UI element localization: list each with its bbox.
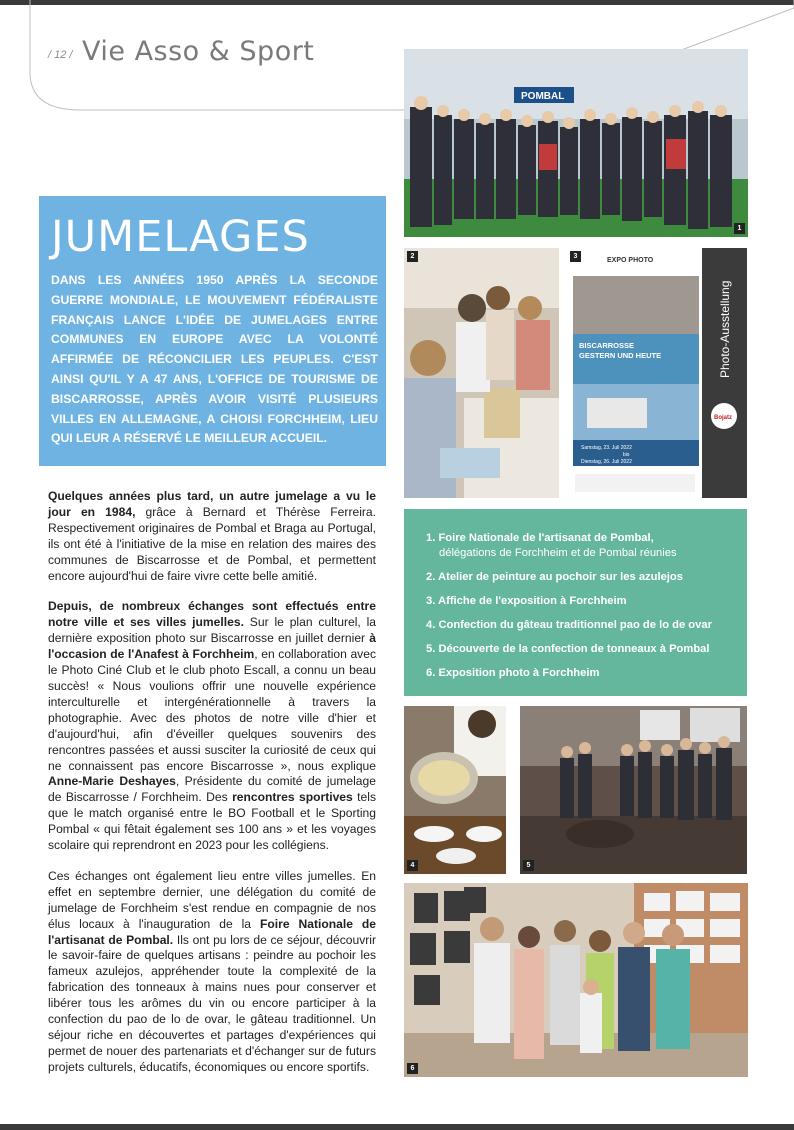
p2-bold-2: à l'occasion de l'Anafest à Forchheim bbox=[48, 631, 376, 662]
poster-title-1: BISCARROSSE bbox=[579, 341, 635, 350]
p2-text-1: Sur le plan culturel, la dernière exposition photo sur Biscarrosse en juillet dernier bbox=[48, 615, 377, 646]
poster-badge: Bojatz bbox=[714, 415, 732, 421]
article-body bbox=[48, 489, 376, 1091]
caption-item bbox=[426, 618, 741, 633]
caption-1-sub: délégations de Forchheim et de Pombal réunies bbox=[439, 547, 677, 559]
caption-4-label: 4. Confection du gâteau traditionnel pao de lo de ovar bbox=[426, 619, 712, 631]
poster-side-title: Photo-Ausstellung bbox=[718, 280, 732, 378]
title-box bbox=[39, 196, 386, 466]
caption-item bbox=[426, 666, 741, 681]
photo-5 bbox=[520, 706, 747, 874]
caption-box bbox=[404, 509, 747, 696]
paragraph-3 bbox=[48, 869, 376, 1076]
p1-text: grâce à Bernard et Thérèse Ferreira. Respectivement originaires de Pombal et Braga au Portugal, ils ont été à l'initiative de la mise en relation des maires des communes de Biscarrosse et de Pombal, et permettent encore aujourd'hui de faire vivre cette belle amitié. bbox=[48, 504, 376, 583]
pombal-banner: POMBAL bbox=[521, 91, 565, 102]
p3-text-1: Ces échanges ont également lieu entre villes jumelles. En effet en septembre dernier, une délégation du comité de jumelage de Forchheim s'est rendue en compagnie de nos élus locaux à l'inauguration de la bbox=[48, 868, 376, 931]
photo-6 bbox=[404, 883, 748, 1077]
p3-bold-1: Foire Nationale de l'artisanat de Pombal. bbox=[48, 916, 376, 947]
p1-bold: Quelques années plus tard, un autre jumelage a vu le jour en 1984, bbox=[48, 489, 376, 519]
poster-date-2: Dienstag, 26. Juli 2022 bbox=[581, 459, 632, 465]
caption-5-label: 5. Découverte de la confection de tonneaux à Pombal bbox=[426, 643, 710, 655]
p2-text-3: , Présidente du comité de jumelage de Biscarrosse / Forchheim. Des bbox=[48, 774, 376, 805]
poster-logo: EXPO PHOTO bbox=[607, 257, 654, 264]
caption-3-label: 3. Affiche de l'exposition à Forchheim bbox=[426, 595, 627, 607]
paragraph-1 bbox=[48, 489, 376, 584]
photo-1 bbox=[404, 49, 748, 237]
caption-item bbox=[426, 570, 741, 585]
p2-bold-1: Depuis, de nombreux échanges sont effectués entre notre ville et ses villes jumelles. bbox=[48, 599, 376, 630]
photo-number-6: 6 bbox=[407, 1063, 418, 1074]
caption-1-label: 1. Foire Nationale de l'artisanat de Pombal, bbox=[426, 532, 654, 544]
photo-number-2: 2 bbox=[407, 251, 418, 262]
caption-6-label: 6. Exposition photo à Forchheim bbox=[426, 667, 600, 679]
photo-number-4: 4 bbox=[407, 860, 418, 871]
photo-3-poster bbox=[567, 248, 747, 498]
photo-4 bbox=[404, 706, 506, 874]
photo-2 bbox=[404, 248, 559, 498]
p2-bold-3: Anne-Marie Deshayes bbox=[48, 774, 176, 789]
caption-list bbox=[426, 531, 741, 690]
poster-title-2: GESTERN UND HEUTE bbox=[579, 351, 662, 360]
p2-bold-4: rencontres sportives bbox=[232, 790, 353, 805]
caption-item bbox=[426, 594, 741, 609]
photo-number-1: 1 bbox=[734, 223, 745, 234]
p3-text-2: Ils ont pu lors de ce séjour, découvrir le savoir-faire de quelques artisans : peindre au pochoir les fameux azulejos, appréhender toute la complexité de la fabrication des tonneaux à mains nues pour conserver et libérer tous les arômes du vin ou encore participer à la confection du pao de lo de ovar, le gâteau traditionnel. Un séjour riche en découvertes et partages d'expériences qui permet de nouer des partenariats et d'échanger sur de futurs projets culturels, éducatifs, économiques ou encore sportifs. bbox=[48, 932, 376, 1074]
article-title: JUMELAGES bbox=[51, 212, 310, 262]
page-number: / 12 / bbox=[48, 49, 73, 61]
paragraph-2 bbox=[48, 599, 376, 854]
photo-number-3: 3 bbox=[570, 251, 581, 262]
page-frame-bottom bbox=[0, 1124, 794, 1130]
photo-number-5: 5 bbox=[523, 860, 534, 871]
article-intro: DANS LES ANNÉES 1950 APRÈS LA SECONDE GUERRE MONDIALE, LE MOUVEMENT FÉDÉRALISTE FRANÇAIS LANCE L'IDÉE DE JUMELAGES ENTRE COMMUNES EN EUROPE AVEC LA VOLONTÉ AFFIRMÉE DE RÉCONCILIER LES PEUPLES. C'EST AINSI QU'IL Y A 47 ANS, L'OFFICE DE TOURISME DE BISCARROSSE, APRÈS AVOIR VISITÉ PLUSIEURS VILLES EN ALLEMAGNE, A CHOISI FORCHHEIM, LIEU QUI LEUR A RÉSERVÉ LE MEILLEUR ACCUEIL. bbox=[51, 273, 378, 446]
poster-date-bis: bis bbox=[623, 452, 630, 458]
section-title: Vie Asso & Sport bbox=[82, 36, 315, 67]
caption-2-label: 2. Atelier de peinture au pochoir sur les azulejos bbox=[426, 571, 683, 583]
p2-text-4: tels que le match organisé entre le BO Football et le Sporting Pombal « qui fêtait également ses 100 ans » et les voyages scolaire qui reprendront en 2023 pour les collégiens. bbox=[48, 790, 377, 853]
caption-item bbox=[426, 531, 741, 561]
poster-date-1: Samstag, 23. Juli 2022 bbox=[581, 445, 632, 451]
p2-text-2: , en collaboration avec le Photo Ciné Club et le club photo Escall, a connu un beau succès! « Nous voulions offrir une nouvelle expérience interculturelle et intergénérationnelle à travers la photographie. Avec des photos de notre ville d'hier et d'aujourd'hui, afin d'éveiller quelques souvenirs des rencontres passées et aussi susciter la curiosité de ceux qui ne connaissent pas encore Biscarrosse », nous explique bbox=[48, 647, 376, 773]
caption-item bbox=[426, 642, 741, 657]
